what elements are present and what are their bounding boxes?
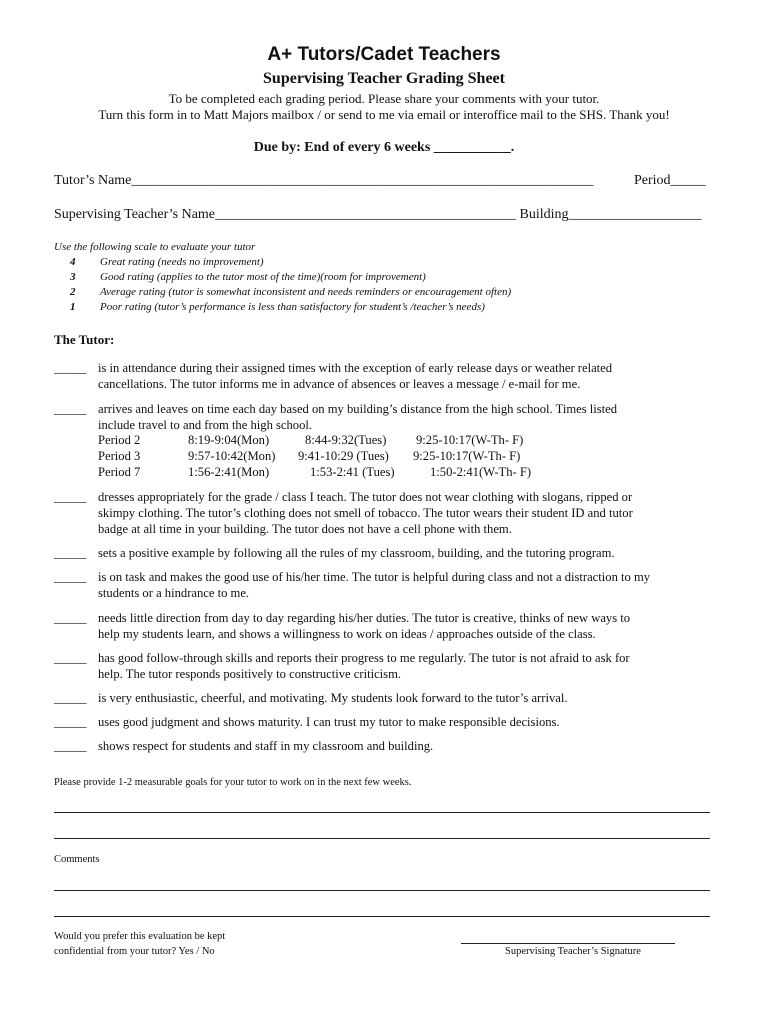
period-row: Period 2 8:19-9:04(Mon) 8:44-9:32(Tues) 9:25-10:17(W-Th- F) bbox=[98, 433, 524, 447]
intro-line-1: To be completed each grading period. Please share your comments with your tutor. bbox=[168, 91, 600, 106]
form-title: A+ Tutors/Cadet Teachers bbox=[267, 44, 501, 65]
due-date: Due by: End of every 6 weeks ___________. bbox=[253, 140, 515, 155]
rating-blank[interactable]: _____ bbox=[54, 401, 87, 416]
rating-blank[interactable]: _____ bbox=[54, 489, 87, 504]
criterion-on-task: is on task and makes the good use of his/her time. The tutor is helpful during class and not a distraction to my students or a hindrance to me. bbox=[98, 570, 651, 600]
rating-blank[interactable]: _____ bbox=[54, 610, 87, 625]
period-row: Period 3 9:57-10:42(Mon) 9:41-10:29 (Tues) 9:25-10:17(W-Th- F) bbox=[98, 449, 521, 463]
rating-blank[interactable]: _____ bbox=[54, 738, 87, 753]
period-row: Period 7 1:56-2:41(Mon) 1:53-2:41 (Tues) 1:50-2:41(W-Th- F) bbox=[98, 465, 532, 479]
scale-item bbox=[70, 256, 264, 268]
signature-line[interactable] bbox=[461, 943, 675, 944]
scale-item bbox=[70, 271, 426, 283]
rating-blank[interactable]: _____ bbox=[54, 545, 87, 560]
goals-prompt: Please provide 1-2 measurable goals for your tutor to work on in the next few weeks. bbox=[54, 777, 412, 788]
scale-text: Poor rating (tutor’s performance is less than satisfactory for student’s /teacher’s needs) bbox=[100, 301, 485, 313]
criterion-attendance: is in attendance during their assigned times with the exception of early release days or weather related cancellations. The tutor informs me in advance of absences or leaves a message / e-mail for me. bbox=[98, 361, 613, 391]
goals-line-1[interactable] bbox=[54, 812, 710, 813]
confidential-question-line-2[interactable]: confidential from your tutor? Yes / No bbox=[54, 946, 215, 957]
scale-intro: Use the following scale to evaluate your tutor bbox=[54, 241, 256, 253]
scale-text: Good rating (applies to the tutor most of the time)(room for improvement) bbox=[100, 271, 426, 283]
criterion-example: sets a positive example by following all the rules of my classroom, building, and the tutoring program. bbox=[98, 546, 615, 560]
scale-number: 4 bbox=[70, 256, 76, 268]
confidential-question-line-1: Would you prefer this evaluation be kept bbox=[54, 931, 226, 942]
comments-line-1[interactable] bbox=[54, 890, 710, 891]
criterion-enthusiasm: is very enthusiastic, cheerful, and motivating. My students look forward to the tutor’s arrival. bbox=[98, 691, 568, 705]
rating-blank[interactable]: _____ bbox=[54, 650, 87, 665]
scale-text: Great rating (needs no improvement) bbox=[100, 256, 264, 268]
scale-text: Average rating (tutor is somewhat inconsistent and needs reminders or encouragement often) bbox=[100, 286, 512, 298]
criterion-punctuality: arrives and leaves on time each day based on my building’s distance from the high school. Times listed include travel to and from the high school. bbox=[98, 402, 618, 432]
rating-blank[interactable]: _____ bbox=[54, 690, 87, 705]
supervising-teacher-field[interactable]: Supervising Teacher’s Name___________________________________________ Building___________________ bbox=[54, 207, 702, 222]
criterion-follow-through: has good follow-through skills and reports their progress to me regularly. The tutor is not afraid to ask for help. The tutor responds positively to constructive criticism. bbox=[98, 651, 630, 681]
scale-number: 3 bbox=[70, 271, 76, 283]
scale-item bbox=[70, 286, 512, 298]
goals-line-2[interactable] bbox=[54, 838, 710, 839]
scale-number: 2 bbox=[70, 286, 76, 298]
criterion-direction: needs little direction from day to day regarding his/her duties. The tutor is creative, thinks of new ways to help my students learn, and shows a willingness to work on ideas / approaches outside of the class. bbox=[98, 611, 631, 641]
criterion-judgment: uses good judgment and shows maturity. I can trust my tutor to make responsible decisions. bbox=[98, 715, 560, 729]
scale-item bbox=[70, 301, 485, 313]
tutor-name-field[interactable]: Tutor’s Name__________________________________________________________________ bbox=[54, 173, 594, 188]
signature-label: Supervising Teacher’s Signature bbox=[505, 946, 641, 957]
criterion-dress: dresses appropriately for the grade / class I teach. The tutor does not wear clothing with slogans, ripped or skimpy clothing. The tutor’s clothing does not smell of tobacco. The tutor wears their student ID and tutor badge at all time in your building. The tutor does not have a cell phone with them. bbox=[98, 490, 633, 536]
tutor-section-heading: The Tutor: bbox=[54, 332, 115, 347]
comments-line-2[interactable] bbox=[54, 916, 710, 917]
criterion-respect: shows respect for students and staff in my classroom and building. bbox=[98, 739, 434, 753]
comments-label: Comments bbox=[54, 854, 100, 865]
scale-number: 1 bbox=[70, 301, 76, 313]
rating-blank[interactable]: _____ bbox=[54, 360, 87, 375]
rating-blank[interactable]: _____ bbox=[54, 714, 87, 729]
period-field[interactable]: Period_____ bbox=[634, 173, 706, 188]
intro-line-2: Turn this form in to Matt Majors mailbox / or send to me via email or interoffice mail to the SHS. Thank you! bbox=[98, 107, 670, 122]
rating-blank[interactable]: _____ bbox=[54, 569, 87, 584]
form-subtitle: Supervising Teacher Grading Sheet bbox=[263, 70, 505, 87]
